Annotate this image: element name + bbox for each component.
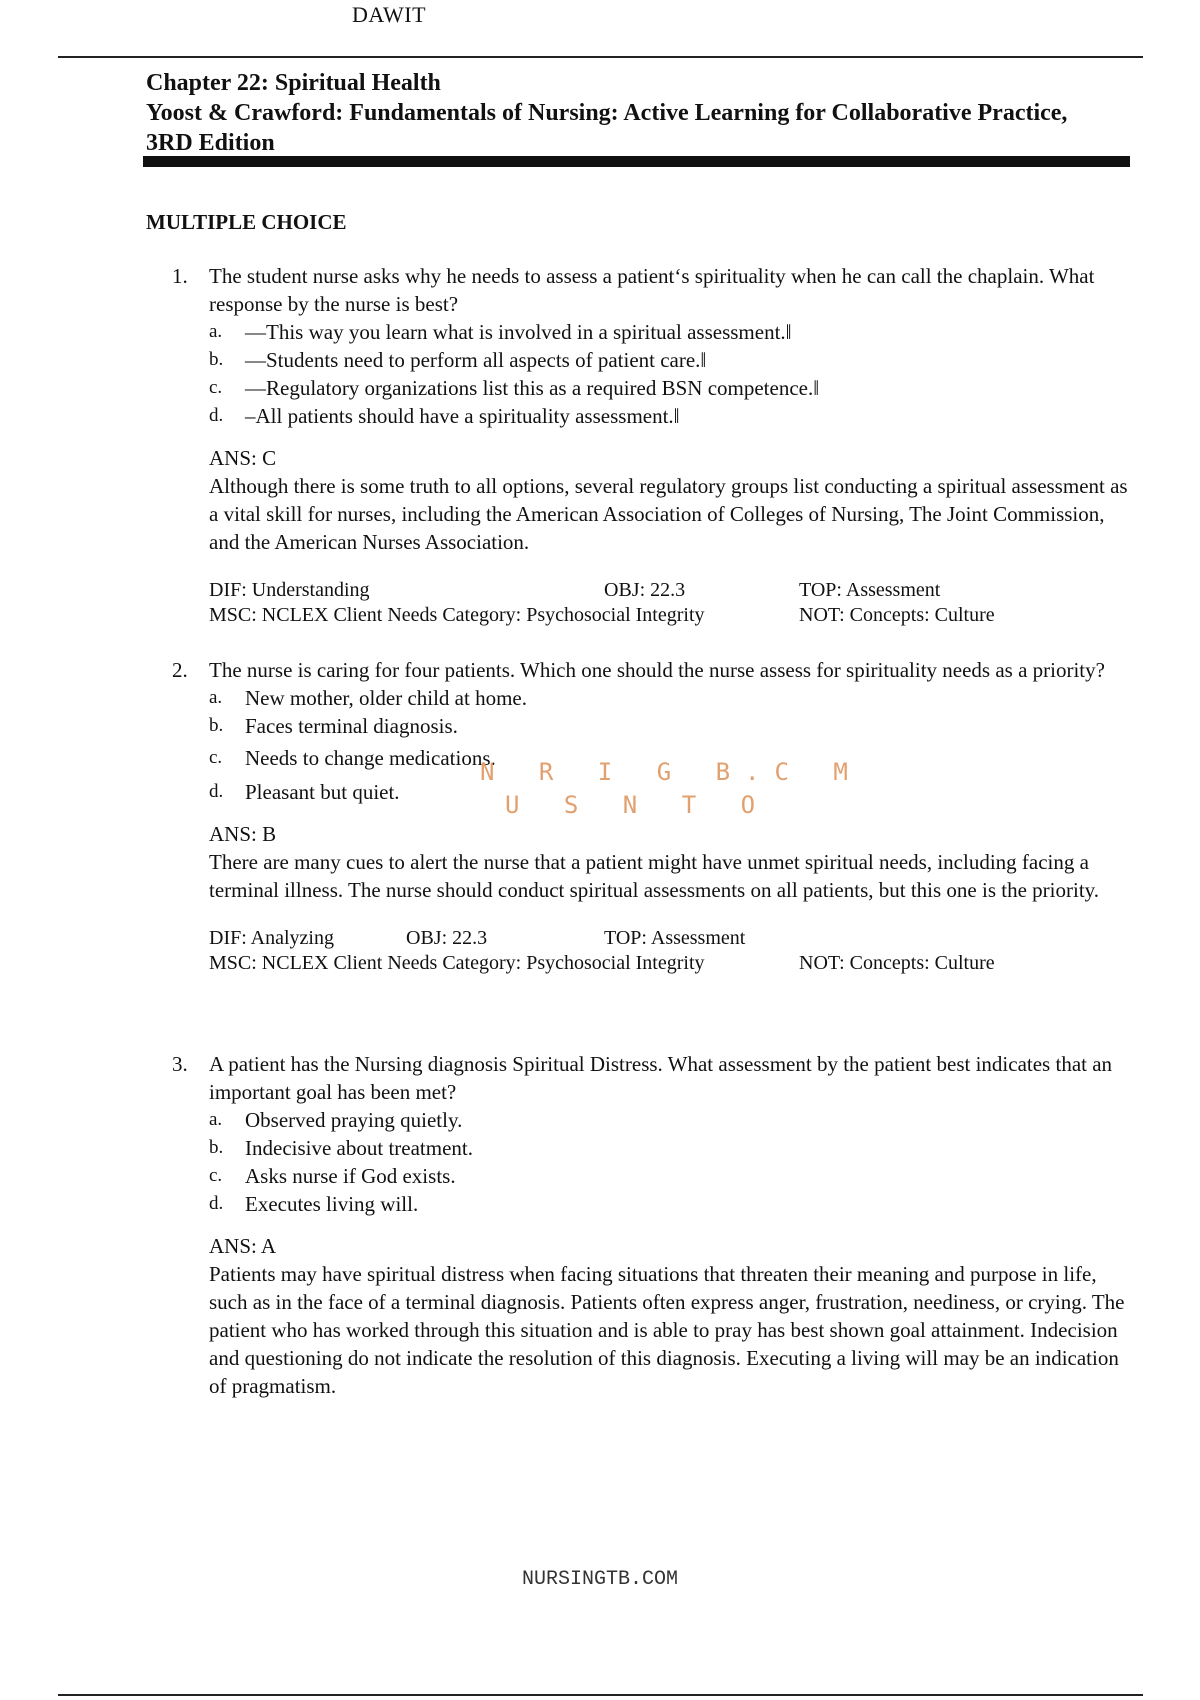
rationale: Although there is some truth to all options, several regulatory groups list conducting a spiritual assessment as a vital skill for nurses, including the American Association of Colleges of Nursing, The Joint Commission, and the American Nurses Association. [209,474,1128,554]
question-number: 2. [172,658,188,682]
objective: OBJ: 22.3 [406,927,488,949]
option-text: –All patients should have a spirituality assessment.‖ [245,404,680,428]
option-text: ―Students need to perform all aspects of patient care.‖ [245,348,707,372]
option-letter: b. [209,715,224,736]
option-a [209,318,1132,346]
title-divider [143,156,1130,167]
book-title: Yoost & Crawford: Fundamentals of Nursing: Active Learning for Collaborative Practice, 3RD Edition [146,100,1068,156]
option-letter: b. [209,349,224,370]
option-text: ―Regulatory organizations list this as a required BSN competence.‖ [245,376,820,400]
option-text: Indecisive about treatment. [245,1136,473,1160]
answer: ANS: B [209,822,277,846]
option-text: New mother, older child at home. [245,686,527,710]
rationale: There are many cues to alert the nurse that a patient might have unmet spiritual needs, including facing a terminal illness. The nurse should conduct spiritual assessments on all patients, but this one is the priority. [209,850,1100,902]
options-list [209,684,1132,806]
difficulty: DIF: Analyzing [209,927,334,949]
top-rule [58,56,1143,58]
option-text: Executes living will. [245,1192,419,1216]
header-name: DAWIT [352,2,427,27]
bottom-rule [58,1694,1143,1696]
option-c [209,374,1132,402]
option-text: Pleasant but quiet. [245,780,400,804]
question-meta [209,926,1132,976]
option-d [209,1190,1132,1218]
section-title: MULTIPLE CHOICE [146,210,347,234]
option-a [209,1106,1132,1134]
option-text: Asks nurse if God exists. [245,1164,456,1188]
difficulty: DIF: Understanding [209,579,370,601]
option-c [209,1162,1132,1190]
topic: TOP: Assessment [604,927,746,949]
question-1 [172,262,1132,628]
topic: TOP: Assessment [799,579,941,601]
rationale: Patients may have spiritual distress when facing situations that threaten their meaning and purpose in life, such as in the face of a terminal diagnosis. Patients often express anger, frustration, neediness, or crying. The patient who has worked through this situation and is able to pray has best shown goal attainment. Indecision and questioning do not indicate the resolution of this diagnosis. Executing a living will may be an indication of pragmatism. [209,1262,1125,1398]
not: NOT: Concepts: Culture [799,952,995,974]
option-text: Needs to change medications. [245,746,496,770]
question-number: 3. [172,1052,188,1076]
options-list [209,318,1132,430]
question-stem: The student nurse asks why he needs to assess a patient‘s spirituality when he can call the chaplain. What response by the nurse is best? [209,264,1095,316]
option-b [209,712,1132,740]
footer-site: NURSINGTB.COM [522,1568,679,1591]
option-letter: d. [209,781,224,802]
msc: MSC: NCLEX Client Needs Category: Psychosocial Integrity [209,952,705,974]
question-3 [172,1050,1132,1400]
title-block [146,68,1106,158]
option-letter: a. [209,687,223,708]
option-letter: c. [209,747,223,768]
option-text: Faces terminal diagnosis. [245,714,458,738]
option-text: Observed praying quietly. [245,1108,463,1132]
option-b [209,346,1132,374]
question-stem: The nurse is caring for four patients. Which one should the nurse assess for spirituality needs as a priority? [209,658,1105,682]
option-letter: a. [209,321,223,342]
option-letter: a. [209,1109,223,1130]
answer: ANS: A [209,1234,277,1258]
option-letter: b. [209,1137,224,1158]
option-d [209,402,1132,430]
option-letter: c. [209,377,223,398]
option-b [209,1134,1132,1162]
msc: MSC: NCLEX Client Needs Category: Psychosocial Integrity [209,604,705,626]
chapter-title: Chapter 22: Spiritual Health [146,70,441,96]
option-text: ―This way you learn what is involved in a spiritual assessment.‖ [245,320,792,344]
question-number: 1. [172,264,188,288]
watermark-line-1: N R I G B.C M [480,758,863,786]
question-stem: A patient has the Nursing diagnosis Spiritual Distress. What assessment by the patient best indicates that an important goal has been met? [209,1052,1113,1104]
options-list [209,1106,1132,1218]
option-letter: c. [209,1165,223,1186]
question-meta [209,578,1132,628]
not: NOT: Concepts: Culture [799,604,995,626]
option-a [209,684,1132,712]
option-letter: d. [209,1193,224,1214]
answer: ANS: C [209,446,277,470]
watermark-line-2: U S N T O [505,791,771,819]
objective: OBJ: 22.3 [604,579,686,601]
option-letter: d. [209,405,224,426]
